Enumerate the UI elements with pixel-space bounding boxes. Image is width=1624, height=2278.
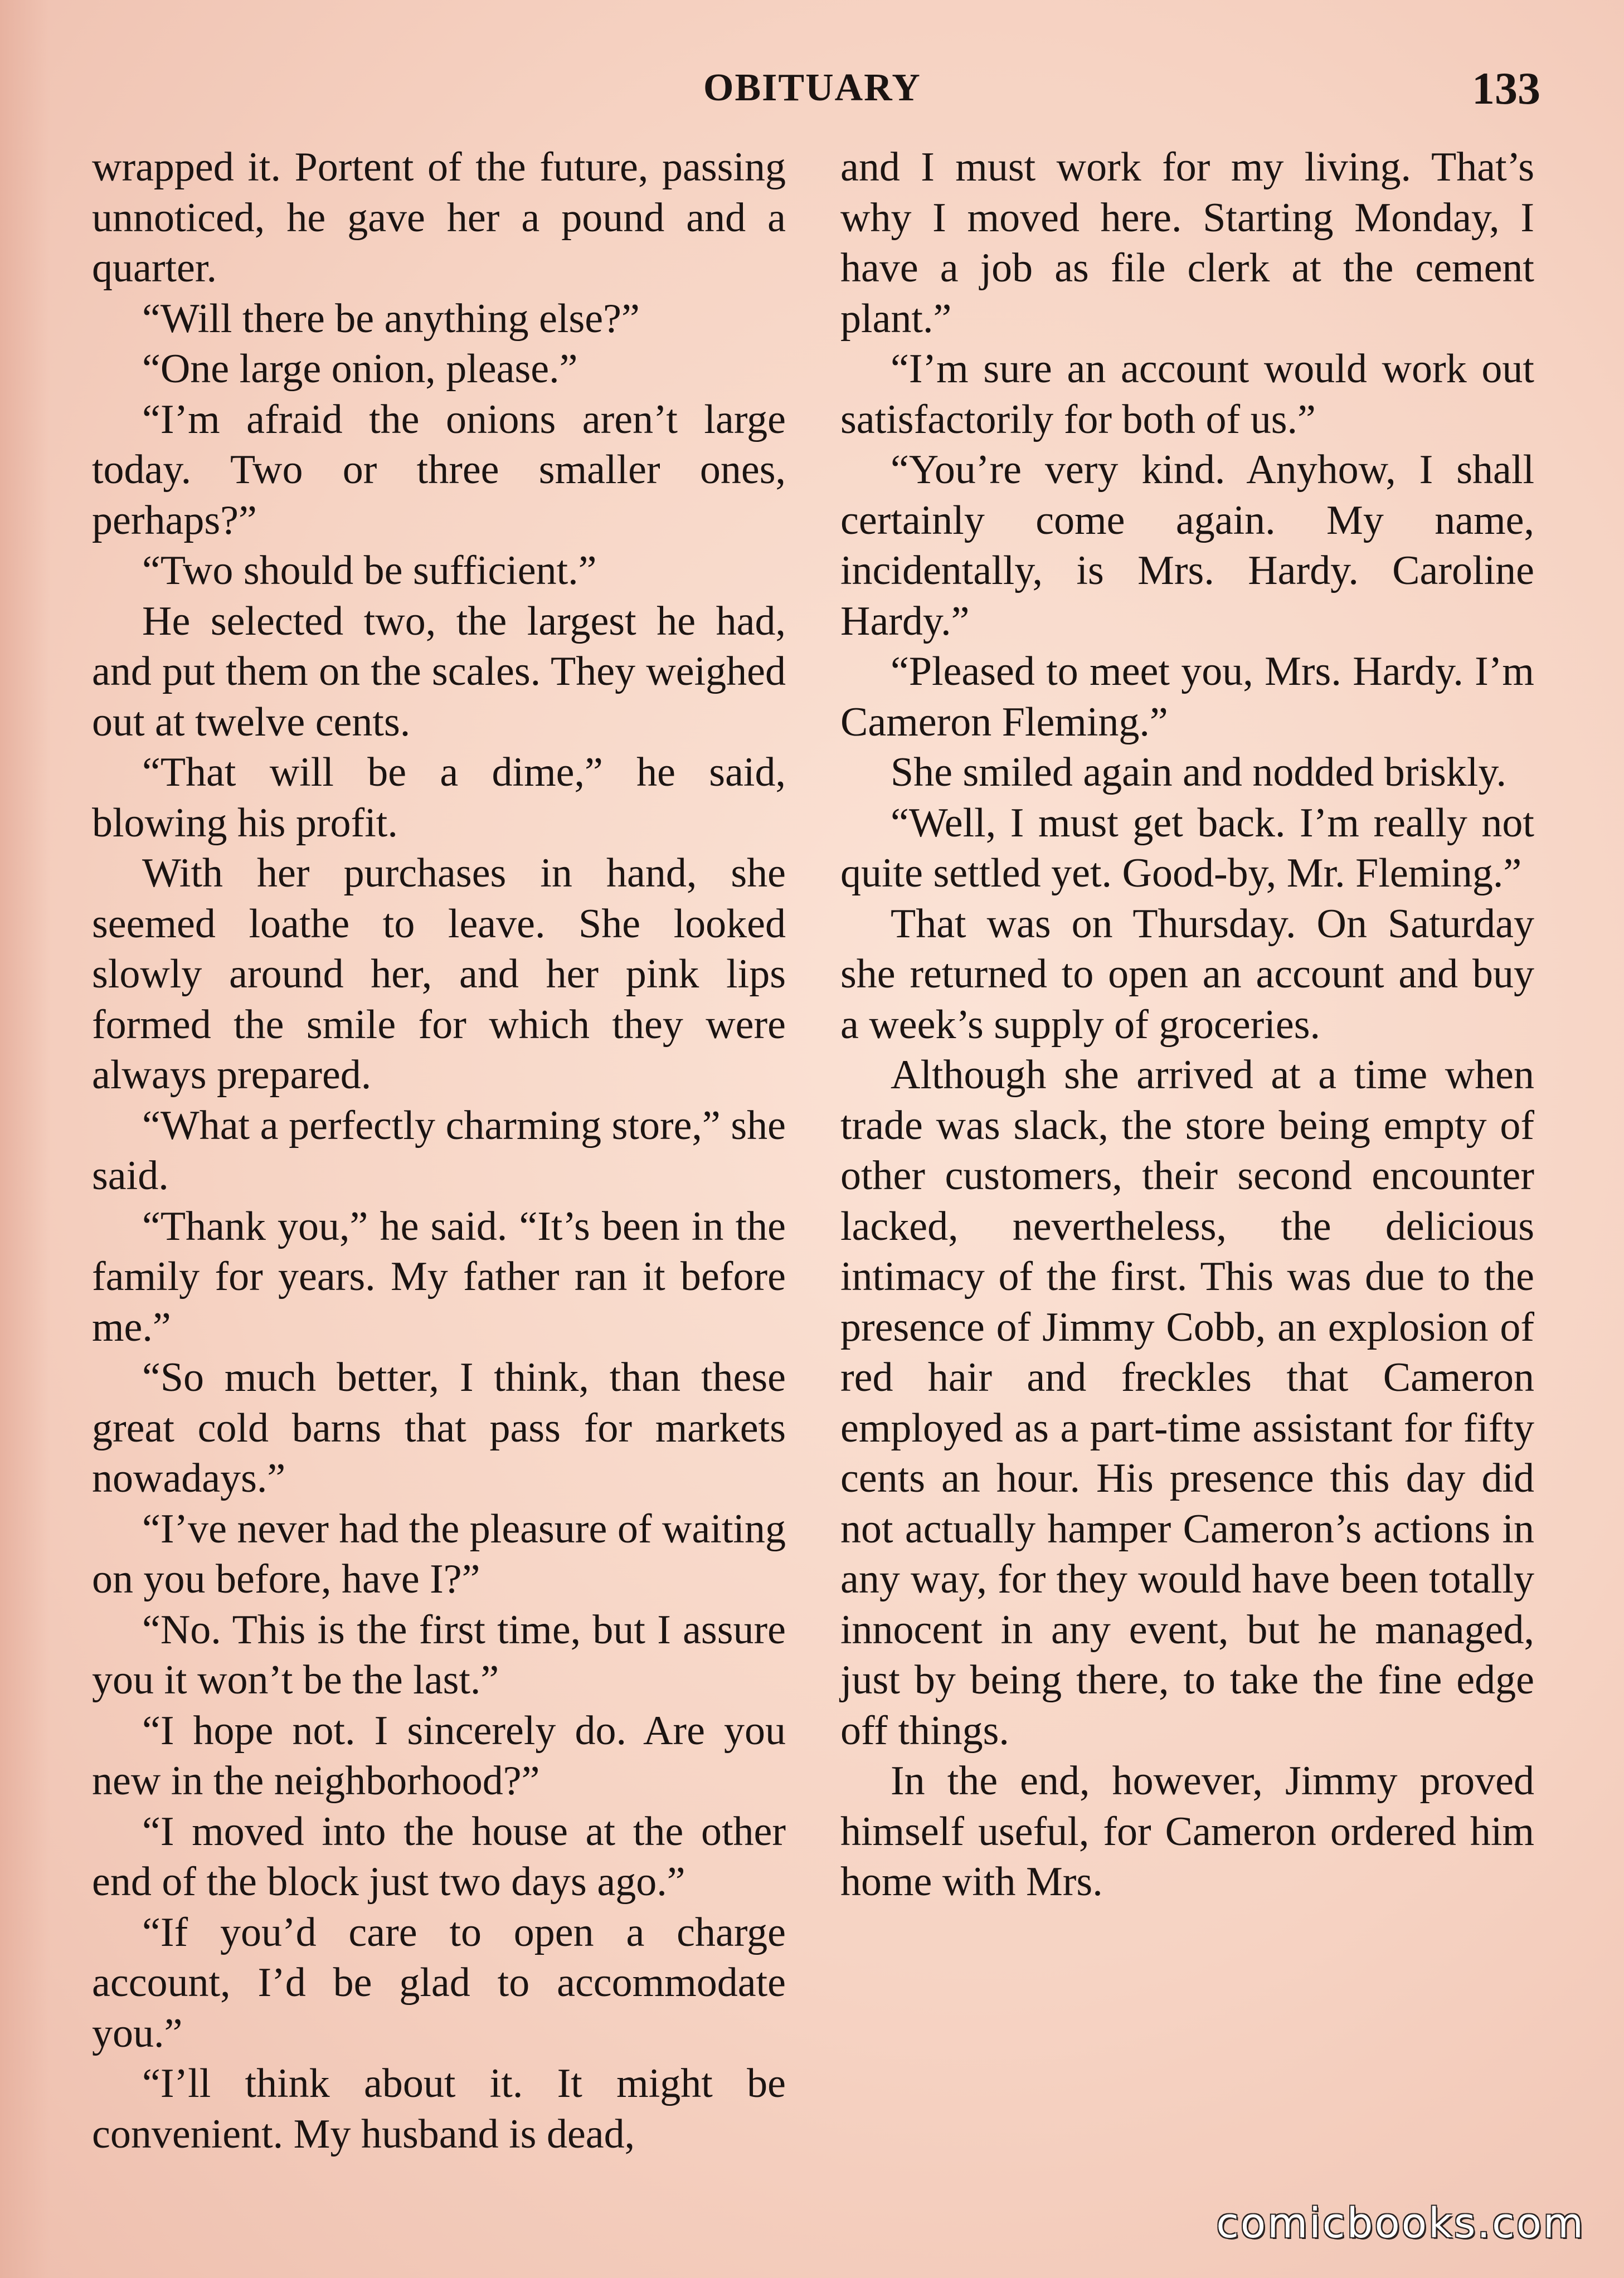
paragraph: That was on Thursday. On Saturday she returned to open an account and buy a week’s supply of groceries. <box>840 901 1534 1048</box>
paragraph: “So much better, I think, than these great cold barns that pass for markets nowadays.” <box>92 1355 786 1501</box>
paragraph: “Well, I must get back. I’m really not quite settled yet. Good-by, Mr. Fleming.” <box>840 800 1534 896</box>
paragraph: He selected two, the largest he had, and put them on the scales. They weighed out at twelve cents. <box>92 598 786 745</box>
paragraph: “Two should be sufficient.” <box>142 548 597 593</box>
paragraph: wrapped it. Portent of the future, passing unnoticed, he gave her a pound and a quarter. <box>92 144 786 291</box>
paragraph: “Will there be anything else?” <box>142 295 640 342</box>
page-number: 133 <box>1472 63 1540 114</box>
paragraph: “I’ll think about it. It might be convenient. My husband is dead, <box>92 2061 786 2157</box>
paragraph: “I’m sure an account would work out satisfactorily for both of us.” <box>840 346 1534 442</box>
running-head: OBITUARY <box>703 66 921 109</box>
paragraph: Although she arrived at a time when trade was slack, the store being empty of other customers, their second encounter lacked, nevertheless, the delicious intimacy of the first. This was due to the presence of Jimmy Cobb, an explosion of red hair and freckles that Cameron employed as a part-time assistant for fifty cents an hour. His presence this day did not actually hamper Cameron’s actions in any way, for they would have been totally innocent in any event, but he managed, just by being there, to take the fine edge off things. <box>840 1052 1534 1754</box>
paragraph: “I hope not. I sincerely do. Are you new in the neighborhood?” <box>92 1707 786 1804</box>
paragraph: “That will be a dime,” he said, blowing his profit. <box>92 749 786 846</box>
paragraph: In the end, however, Jimmy proved himself useful, for Cameron ordered him home with Mrs. <box>840 1758 1534 1905</box>
site-watermark: comicbooks.com <box>1216 2199 1585 2247</box>
right-text-column <box>840 142 1534 1907</box>
left-text-column <box>92 142 786 2159</box>
paragraph: “I’m afraid the onions aren’t large today. Two or three smaller ones, perhaps?” <box>92 396 786 543</box>
paragraph: She smiled again and nodded briskly. <box>891 749 1507 795</box>
paragraph: “If you’d care to open a charge account, I’d be glad to accommodate you.” <box>92 1909 786 2056</box>
page-edge-shadow <box>0 0 50 2278</box>
paragraph: “You’re very kind. Anyhow, I shall certainly come again. My name, incidentally, is Mrs. Hardy. Caroline Hardy.” <box>840 447 1534 644</box>
paragraph: and I must work for my living. That’s why I moved here. Starting Monday, I have a job as file clerk at the cement plant.” <box>840 144 1534 342</box>
paragraph: With her purchases in hand, she seemed loathe to leave. She looked slowly around her, and her pink lips formed the smile for which they were always prepared. <box>92 850 786 1098</box>
paragraph: “Pleased to meet you, Mrs. Hardy. I’m Cameron Fleming.” <box>840 649 1534 745</box>
paragraph: “One large onion, please.” <box>142 346 578 392</box>
paragraph: “What a perfectly charming store,” she said. <box>92 1102 786 1199</box>
paragraph: “No. This is the first time, but I assure you it won’t be the last.” <box>92 1607 786 1703</box>
paragraph: “I’ve never had the pleasure of waiting on you before, have I?” <box>92 1506 786 1602</box>
paragraph: “I moved into the house at the other end of the block just two days ago.” <box>92 1808 786 1905</box>
paragraph: “Thank you,” he said. “It’s been in the family for years. My father ran it before me.” <box>92 1203 786 1350</box>
